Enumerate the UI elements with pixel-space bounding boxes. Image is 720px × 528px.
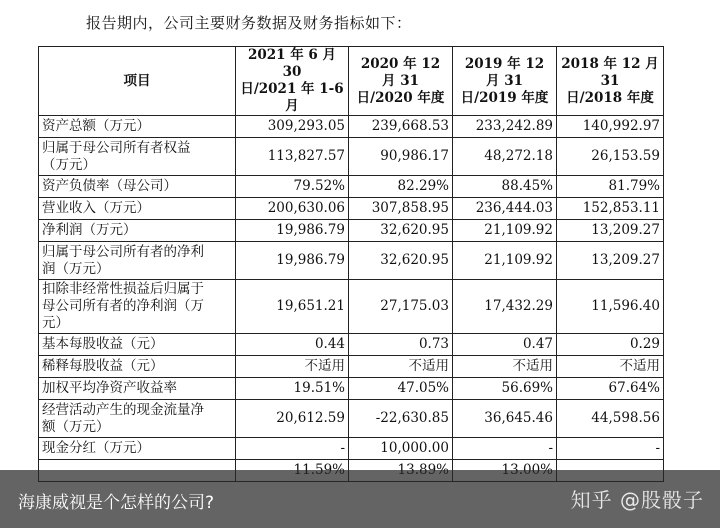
header-line: 日/2018 年度 bbox=[566, 89, 654, 106]
row-value: 48,272.18 bbox=[453, 138, 557, 176]
row-value: 56.69% bbox=[453, 378, 557, 400]
table-row bbox=[39, 334, 664, 356]
row-value: 不适用 bbox=[236, 356, 349, 378]
row-value: 44,598.56 bbox=[557, 400, 664, 438]
row-label bbox=[39, 356, 236, 378]
row-value: 0.29 bbox=[557, 334, 664, 356]
table-row bbox=[39, 280, 664, 334]
header-col-2019 bbox=[453, 47, 557, 116]
header-line: 2021 年 6 月 30 bbox=[247, 47, 337, 80]
row-label bbox=[39, 438, 236, 460]
row-value: 140,992.97 bbox=[557, 116, 664, 138]
row-value: 0.47 bbox=[453, 334, 557, 356]
row-label bbox=[39, 334, 236, 356]
row-value: 67.64% bbox=[557, 378, 664, 400]
row-value: 90,986.17 bbox=[349, 138, 453, 176]
table-row bbox=[39, 242, 664, 280]
row-value: 不适用 bbox=[349, 356, 453, 378]
header-col-2021h1 bbox=[236, 47, 349, 116]
row-value: 21,109.92 bbox=[453, 220, 557, 242]
row-value: 32,620.95 bbox=[349, 242, 453, 280]
table-row bbox=[39, 138, 664, 176]
row-label bbox=[39, 242, 236, 280]
table-row bbox=[39, 356, 664, 378]
row-value: 11,596.40 bbox=[557, 280, 664, 334]
table-row bbox=[39, 116, 664, 138]
header-line: 2019 年 12 月 31 bbox=[464, 55, 545, 89]
row-value: 307,858.95 bbox=[349, 198, 453, 220]
row-label bbox=[39, 280, 236, 334]
intro-text: 报告期内，公司主要财务数据及财务指标如下： bbox=[86, 14, 412, 32]
header-line: 2018 年 12 月 31 bbox=[561, 55, 659, 89]
row-label-line: 扣除非经常性损益后归属于 bbox=[42, 281, 204, 297]
header-col-2020 bbox=[349, 47, 453, 116]
row-value: 0.73 bbox=[349, 334, 453, 356]
row-value: 82.29% bbox=[349, 176, 453, 198]
row-value: 32,620.95 bbox=[349, 220, 453, 242]
article-title[interactable]: 海康威视是个怎样的公司? bbox=[18, 493, 215, 513]
row-value: - bbox=[236, 438, 349, 460]
row-value: 239,668.53 bbox=[349, 116, 453, 138]
row-label-line: 营业收入（万元） bbox=[42, 200, 150, 216]
row-label-line: 资产总额（万元） bbox=[42, 118, 150, 134]
row-label bbox=[39, 378, 236, 400]
row-label-line: 母公司所有者的净利润（万 bbox=[42, 298, 204, 314]
row-label-line: 归属于母公司所有者的净利 bbox=[42, 243, 204, 260]
row-value: 13,209.27 bbox=[557, 220, 664, 242]
row-label-line: 额（万元） bbox=[42, 418, 110, 435]
header-line: 日/2019 年度 bbox=[460, 89, 549, 106]
row-value: - bbox=[557, 438, 664, 460]
row-value: 27,175.03 bbox=[349, 280, 453, 334]
row-value: 不适用 bbox=[453, 356, 557, 378]
row-label-line: （万元） bbox=[42, 156, 96, 173]
table-row bbox=[39, 378, 664, 400]
row-value: 309,293.05 bbox=[236, 116, 349, 138]
financial-data-table bbox=[38, 46, 664, 482]
row-value: -22,630.85 bbox=[349, 400, 453, 438]
header-line: 日/2020 年度 bbox=[356, 89, 445, 106]
row-value: 88.45% bbox=[453, 176, 557, 198]
row-value: 36,645.46 bbox=[453, 400, 557, 438]
row-value: 19,651.21 bbox=[236, 280, 349, 334]
row-label-line: 稀释每股收益（元） bbox=[42, 358, 164, 374]
header-line: 日/2021 年 1-6 月 bbox=[240, 81, 344, 114]
row-value: 152,853.11 bbox=[557, 198, 664, 220]
row-value: - bbox=[453, 438, 557, 460]
table-row bbox=[39, 176, 664, 198]
row-value: 10,000.00 bbox=[349, 438, 453, 460]
row-label bbox=[39, 138, 236, 176]
row-label-line: 元） bbox=[42, 315, 69, 331]
row-value: 17,432.29 bbox=[453, 280, 557, 334]
row-value: 0.44 bbox=[236, 334, 349, 356]
row-value: 19,986.79 bbox=[236, 242, 349, 280]
row-value: 20,612.59 bbox=[236, 400, 349, 438]
row-label-line: 净利润（万元） bbox=[42, 222, 137, 238]
table-row bbox=[39, 198, 664, 220]
row-label-line: 现金分红（万元） bbox=[42, 440, 150, 456]
row-value: 47.05% bbox=[349, 378, 453, 400]
row-value: 19,986.79 bbox=[236, 220, 349, 242]
row-label-line: 润（万元） bbox=[42, 260, 110, 277]
row-value: 13,209.27 bbox=[557, 242, 664, 280]
row-label-line: 归属于母公司所有者权益 bbox=[42, 139, 191, 156]
header-col-2018 bbox=[557, 47, 664, 116]
row-value: 21,109.92 bbox=[453, 242, 557, 280]
watermark: 知乎 @股骰子 bbox=[570, 488, 704, 512]
row-value: 236,444.03 bbox=[453, 198, 557, 220]
row-label bbox=[39, 400, 236, 438]
row-label bbox=[39, 176, 236, 198]
row-label bbox=[39, 116, 236, 138]
header-line: 2020 年 12 月 31 bbox=[360, 55, 441, 89]
row-label-line: 资产负债率（母公司） bbox=[42, 178, 177, 194]
row-value: 81.79% bbox=[557, 176, 664, 198]
row-value: 79.52% bbox=[236, 176, 349, 198]
row-label-line: 基本每股收益（元） bbox=[42, 336, 164, 352]
table-row bbox=[39, 220, 664, 242]
row-value: 113,827.57 bbox=[236, 138, 349, 176]
row-label-line: 加权平均净资产收益率 bbox=[42, 380, 177, 396]
row-value: 不适用 bbox=[557, 356, 664, 378]
row-value: 19.51% bbox=[236, 378, 349, 400]
row-label bbox=[39, 220, 236, 242]
table-row bbox=[39, 438, 664, 460]
header-item: 项目 bbox=[39, 47, 236, 116]
row-value: 26,153.59 bbox=[557, 138, 664, 176]
row-label bbox=[39, 198, 236, 220]
table-row bbox=[39, 400, 664, 438]
row-value: 233,242.89 bbox=[453, 116, 557, 138]
row-value: 200,630.06 bbox=[236, 198, 349, 220]
table-header-row bbox=[39, 47, 664, 116]
row-label-line: 经营活动产生的现金流量净 bbox=[42, 401, 204, 418]
